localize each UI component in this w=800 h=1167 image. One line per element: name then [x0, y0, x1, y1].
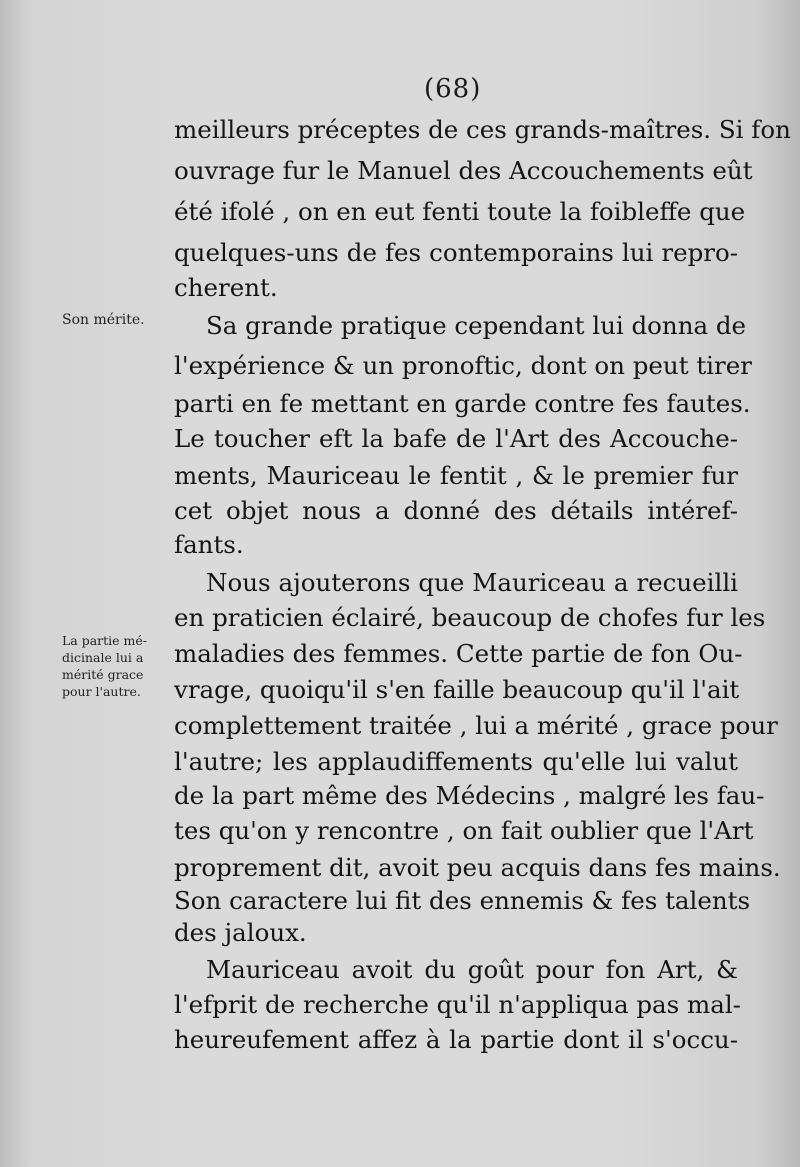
text-line: parti en fe mettant en garde contre fes fautes. [174, 389, 751, 418]
text-line: quelques-uns de fes contemporains lui repro- [174, 238, 738, 267]
text-line: vrage, quoiqu'il s'en faille beaucoup qu'il l'ait [174, 675, 740, 704]
text-line: Mauriceau avoit du goût pour fon Art, & [206, 955, 738, 984]
text-line: des jaloux. [174, 918, 307, 947]
text-line: l'autre; les applaudiffements qu'elle lui valut [174, 747, 738, 776]
margin-note-line: dicinale lui a [62, 650, 144, 665]
text-line: cet objet nous a donné des détails intéref- [174, 496, 738, 525]
text-line: ments, Mauriceau le fentit , & le premier fur [174, 461, 738, 490]
text-line: heureufement affez à la partie dont il s'occu- [174, 1025, 738, 1054]
text-line: l'expérience & un pronoftic, dont on peut tirer [174, 351, 752, 380]
text-line: fants. [174, 530, 244, 559]
text-line: Sa grande pratique cependant lui donna de [206, 311, 747, 340]
text-line: Nous ajouterons que Mauriceau a recueilli [206, 568, 738, 597]
text-line: l'efprit de recherche qu'il n'appliqua pas mal- [174, 990, 741, 1019]
margin-note-line: pour l'autre. [62, 684, 141, 699]
margin-note-line: mérité grace [62, 667, 144, 682]
margin-note-merit: Son mérite. [62, 312, 145, 328]
text-line: cherent. [174, 273, 278, 302]
text-line: complettement traitée , lui a mérité , grace pour [174, 711, 778, 740]
text-line: ouvrage fur le Manuel des Accouchements eût [174, 156, 753, 185]
text-line: de la part même des Médecins , malgré les fau- [174, 781, 765, 810]
text-line: Le toucher eft la bafe de l'Art des Accouche- [174, 424, 738, 453]
text-line: Son caractere lui fit des ennemis & fes talents [174, 886, 751, 915]
margin-note-line: La partie mé- [62, 633, 148, 648]
text-line: proprement dit, avoit peu acquis dans fes mains. [174, 853, 781, 882]
text-line: meilleurs préceptes de ces grands-maîtres. Si fon [174, 115, 791, 144]
text-line: maladies des femmes. Cette partie de fon Ou- [174, 639, 743, 668]
page-number: (68) [424, 74, 482, 104]
text-line: tes qu'on y rencontre , on fait oublier que l'Art [174, 816, 754, 845]
margin-note-medical-part [62, 633, 147, 701]
text-line: été ifolé , on en eut fenti toute la foibleffe que [174, 197, 746, 226]
text-line: en praticien éclairé, beaucoup de chofes fur les [174, 603, 766, 632]
